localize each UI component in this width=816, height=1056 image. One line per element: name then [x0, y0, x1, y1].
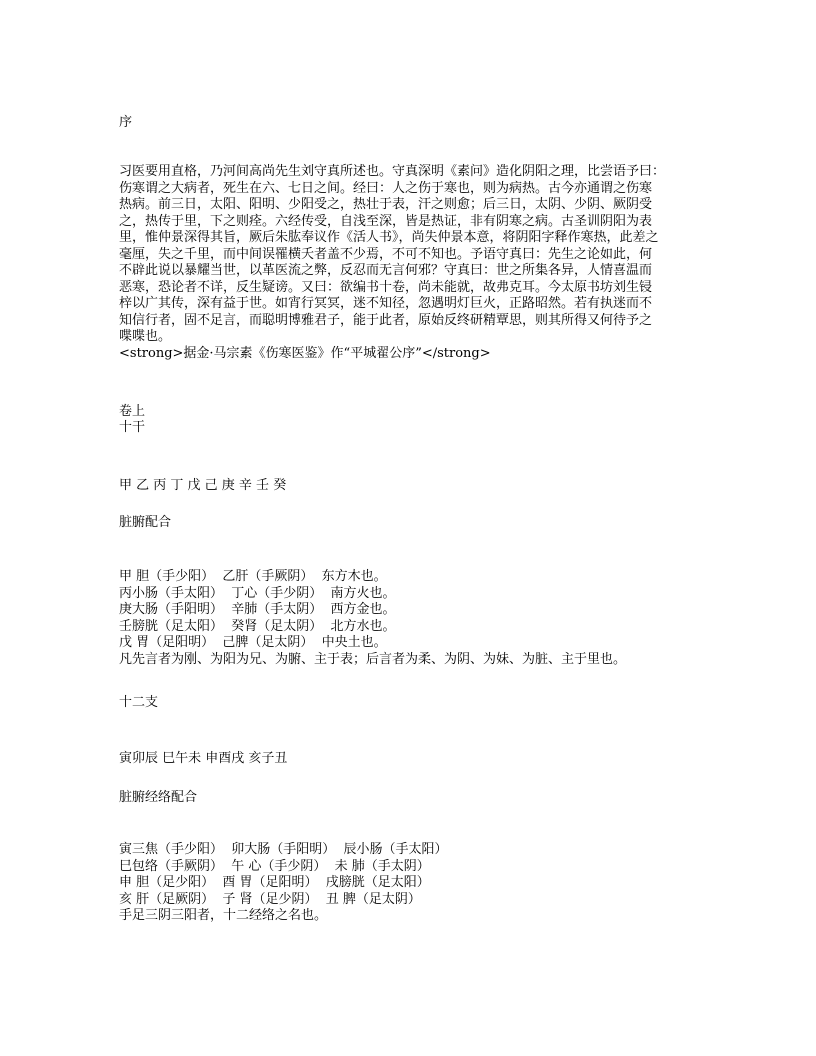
preface-line: 伤寒谓之大病者，死生在六、七日之间。经曰：人之伤于寒也，则为病热。古今亦通谓之伤寒 — [119, 180, 653, 196]
pairing-note: 凡先言者为刚、为阳为兄、为腑、主于表；后言者为柔、为阴、为妹、为脏、主于里也。 — [119, 651, 627, 667]
preface-line: 之，热传于里，下之则痊。六经传受，自浅至深，皆是热证，非有阴寒之病。古圣训阴阳为表 — [119, 213, 653, 229]
meridian-note: 手足三阴三阳者，十二经络之名也。 — [119, 908, 328, 923]
preface-line: 毫厘，失之千里，而中间误罹横夭者盖不少焉，不可不知也。予语守真曰：先生之论如此，何 — [119, 246, 653, 262]
pairing-line: 丙小肠（手太阳） 丁心（手少阴） 南方火也。 — [119, 585, 396, 601]
pairing-line: 戊 胃（足阳明） 己脾（足太阴） 中央土也。 — [119, 635, 387, 650]
section-title-ten-stems: 十干 — [119, 420, 146, 435]
pairing-line: 庚大肠（手阳明） 辛肺（手太阴） 西方金也。 — [119, 602, 396, 617]
ten-stems-list: 甲 乙 丙 丁 戊 己 庚 辛 壬 癸 — [119, 478, 287, 493]
preface-line: 不辟此说以暴耀当世，以革医流之弊，反忍而无言何邪？守真曰：世之所集各异，人情喜温而 — [119, 263, 653, 278]
preface-title: 序 — [119, 115, 133, 130]
organ-pairing-list — [119, 569, 699, 668]
pairing-line: 甲 胆（手少阳） 乙肝（手厥阴） 东方木也。 — [119, 569, 387, 584]
section-title-meridian-pairing: 脏腑经络配合 — [119, 790, 198, 805]
section-title-organ-pairing: 脏腑配合 — [119, 515, 172, 530]
meridian-pairing-list — [119, 842, 699, 925]
volume-title: 卷上 — [119, 404, 146, 419]
preface-source: <strong>据金·马宗素《伤寒医鉴》作“平城翟公序”</strong> — [119, 345, 491, 361]
preface-line: 习医要用直格，乃河间高尚先生刘守真所述也。守真深明《素问》造化阴阳之理，比尝语予曰： — [119, 164, 666, 179]
section-title-twelve-branches: 十二支 — [119, 695, 159, 710]
preface-line: 热病。前三日，太阳、阳明、少阳受之，热壮于表，汗之则愈；后三日，太阴、少阴、厥阴受 — [119, 197, 653, 212]
meridian-line: 申 胆（足少阳） 酉 胃（足阳明） 戌膀胱（足太阳） — [119, 875, 430, 890]
preface-line: 喋喋也。 — [119, 329, 172, 344]
meridian-line: 寅三焦（手少阳） 卯大肠（手阳明） 辰小肠（手太阳） — [119, 842, 448, 857]
meridian-line: 亥 肝（足厥阴） 子 肾（足少阴） 丑 脾（足太阴） — [119, 891, 421, 907]
preface-line: 里，惟仲景深得其旨，厥后朱肱奉议作《活人书》，尚失仲景本意，将阴阳字释作寒热，此差之 — [119, 230, 659, 245]
twelve-branches-list: 寅卯辰 巳午未 申酉戌 亥子丑 — [119, 751, 288, 766]
preface-paragraph — [119, 164, 699, 362]
meridian-line: 巳包络（手厥阴） 午 心（手少阴） 未 肺（手太阴） — [119, 858, 430, 874]
preface-line: 梓以广其传，深有益于世。如宵行冥冥，迷不知径，忽遇明灯巨火，正路昭然。若有执迷而不 — [119, 296, 653, 311]
preface-line: 知信行者，固不足言，而聪明博雅君子，能于此者，原始反终研精覃思，则其所得又何待予之 — [119, 312, 653, 328]
preface-line: 恶寒，恐论者不详，反生疑谤。又曰：欲编书十卷，尚未能就，故弗克耳。今太原书坊刘生锓 — [119, 279, 653, 295]
pairing-line: 壬膀胱（足太阳） 癸肾（足太阴） 北方水也。 — [119, 618, 396, 634]
